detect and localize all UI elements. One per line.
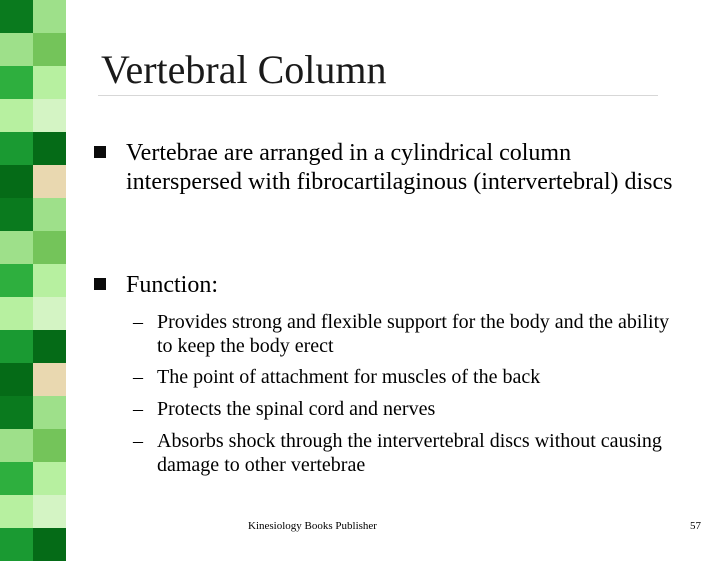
sub-bullet-text: Absorbs shock through the intervertebral discs without causing damage to other vertebrae: [157, 430, 662, 476]
decorative-green-stripe: [0, 0, 66, 540]
stripe-square: [33, 198, 66, 231]
dash-bullet: –: [133, 311, 143, 333]
slide-title: Vertebral Column: [101, 47, 387, 92]
stripe-square: [33, 495, 66, 528]
stripe-square: [0, 99, 33, 132]
stripe-square: [0, 165, 33, 198]
stripe-square: [33, 66, 66, 99]
stripe-square: [33, 297, 66, 330]
sub-bullet-text: Protects the spinal cord and nerves: [157, 398, 436, 420]
sub-bullet-item: [133, 310, 687, 358]
bullet-item: [126, 139, 686, 197]
sub-bullet-text: The point of attachment for muscles of the back: [157, 366, 541, 388]
page-number: 57: [690, 520, 701, 532]
stripe-square: [0, 264, 33, 297]
stripe-square: [33, 165, 66, 198]
stripe-square: [33, 33, 66, 66]
stripe-square: [0, 363, 33, 396]
title-divider: [98, 95, 658, 96]
stripe-square: [33, 363, 66, 396]
stripe-square: [0, 0, 33, 33]
stripe-square: [0, 429, 33, 462]
stripe-square: [0, 330, 33, 363]
footer-publisher: Kinesiology Books Publisher: [248, 520, 377, 532]
stripe-square: [33, 528, 66, 561]
stripe-square: [33, 231, 66, 264]
dash-bullet: –: [133, 366, 143, 388]
sub-bullet-text: Provides strong and flexible support for the body and the ability to keep the body erect: [157, 311, 670, 357]
stripe-square: [33, 132, 66, 165]
stripe-square: [0, 528, 33, 561]
stripe-square: [33, 462, 66, 495]
bullet-text: Function:: [126, 272, 219, 298]
stripe-square: [0, 231, 33, 264]
stripe-square: [33, 429, 66, 462]
stripe-square: [0, 462, 33, 495]
stripe-square: [0, 396, 33, 429]
sub-bullet-item: [133, 397, 687, 421]
bullet-text: Vertebrae are arranged in a cylindrical column interspersed with fibrocartilaginous (intervertebral) discs: [126, 140, 673, 195]
dash-bullet: –: [133, 430, 143, 452]
sub-bullet-item: [133, 429, 692, 477]
stripe-square: [0, 132, 33, 165]
stripe-square: [33, 396, 66, 429]
stripe-square: [0, 33, 33, 66]
stripe-square: [33, 99, 66, 132]
stripe-square: [33, 330, 66, 363]
stripe-square: [0, 198, 33, 231]
sub-bullet-item: [133, 365, 687, 389]
stripe-square: [0, 297, 33, 330]
stripe-square: [0, 495, 33, 528]
stripe-square: [33, 264, 66, 297]
stripe-square: [33, 0, 66, 33]
dash-bullet: –: [133, 398, 143, 420]
bullet-item: [126, 271, 686, 300]
square-bullet-icon: [94, 146, 106, 158]
square-bullet-icon: [94, 278, 106, 290]
stripe-square: [0, 66, 33, 99]
